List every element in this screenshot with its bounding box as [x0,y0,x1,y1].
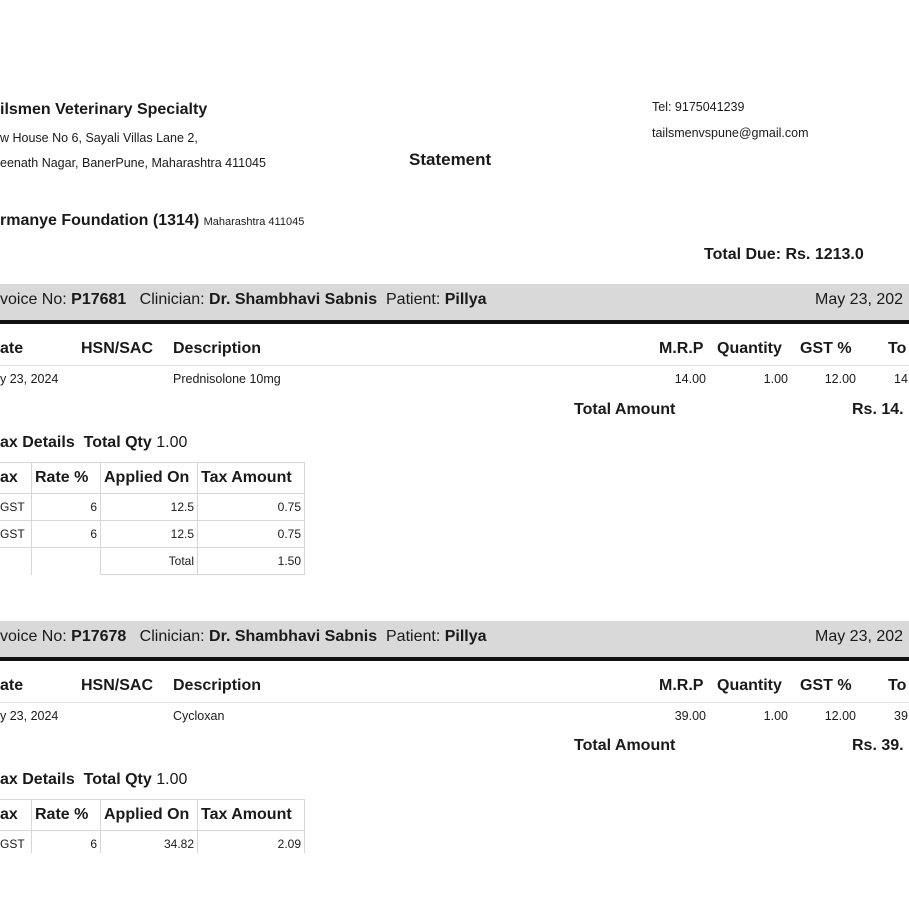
total-amount-value: Rs. 14. [852,401,904,418]
col-total: To [888,677,907,694]
invoice-header: voice No: P17681 Clinician: Dr. Shambhavi Sabnis Patient: Pillya [0,291,487,308]
total-qty-value: 1.00 [156,434,188,451]
col-total: To [888,340,907,357]
table-row: GST 6 34.82 2.09 [0,831,305,858]
tax-table [0,462,305,575]
client-name: rmanye Foundation (1314) [0,212,200,229]
col-mrp: M.R.P [659,340,704,357]
col-description: Description [173,677,262,694]
col-quantity: Quantity [717,340,782,357]
patient-name: Pillya [444,628,487,645]
divider [0,702,909,703]
item-quantity: 1.00 [763,709,788,723]
col-gst: GST % [800,340,852,357]
total-amount-value: Rs. 39. [852,737,904,754]
item-date: y 23, 2024 [0,709,59,723]
col-description: Description [173,340,262,357]
clinic-email: tailsmenvspune@gmail.com [652,126,809,140]
clinician-name: Dr. Shambhavi Sabnis [209,291,378,308]
clinic-address-line2: eenath Nagar, BanerPune, Maharashtra 411045 [0,156,266,170]
col-gst: GST % [800,677,852,694]
client-block [0,212,304,230]
patient-name: Pillya [444,291,487,308]
total-amount-label: Total Amount [574,401,676,418]
clinic-name: ilsmen Veterinary Specialty [0,101,208,118]
total-qty-value: 1.00 [156,771,188,788]
tax-total-row: Total 1.50 [0,548,305,575]
col-quantity: Quantity [717,677,782,694]
client-address: Maharashtra 411045 [203,216,305,228]
col-hsn: HSN/SAC [81,340,154,357]
col-date: ate [0,677,24,694]
tax-table-header: ax Rate % Applied On Tax Amount [0,463,305,494]
divider [0,320,909,324]
col-mrp: M.R.P [659,677,704,694]
col-date: ate [0,340,24,357]
table-row: GST 6 12.5 0.75 [0,494,305,521]
clinic-phone: Tel: 9175041239 [652,100,745,114]
item-gst: 12.00 [824,709,856,723]
col-hsn: HSN/SAC [81,677,154,694]
invoice-header: voice No: P17678 Clinician: Dr. Shambhavi Sabnis Patient: Pillya [0,628,487,645]
item-quantity: 1.00 [763,372,788,386]
table-row: GST 6 12.5 0.75 [0,521,305,548]
item-total: 14 [894,372,908,386]
tax-details-heading: ax Details Total Qty 1.00 [0,771,188,788]
item-description: Cycloxan [173,709,225,723]
page-bottom-margin [0,853,909,909]
clinician-name: Dr. Shambhavi Sabnis [209,628,378,645]
item-description: Prednisolone 10mg [173,372,281,386]
invoice-date: May 23, 202 [815,291,904,308]
item-gst: 12.00 [824,372,856,386]
tax-table-header: ax Rate % Applied On Tax Amount [0,800,305,831]
item-mrp: 14.00 [674,372,706,386]
item-total: 39 [894,709,908,723]
page-title: Statement [409,150,492,169]
divider [0,365,909,366]
total-amount-label: Total Amount [574,737,676,754]
invoice-date: May 23, 202 [815,628,904,645]
clinic-address-line1: w House No 6, Sayali Villas Lane 2, [0,131,198,145]
tax-table [0,799,305,858]
item-mrp: 39.00 [674,709,706,723]
divider [0,657,909,661]
tax-details-heading: ax Details Total Qty 1.00 [0,434,188,451]
invoice-number: P17681 [71,291,127,308]
total-due: Total Due: Rs. 1213.0 [704,246,864,263]
invoice-number: P17678 [71,628,127,645]
item-date: y 23, 2024 [0,372,59,386]
